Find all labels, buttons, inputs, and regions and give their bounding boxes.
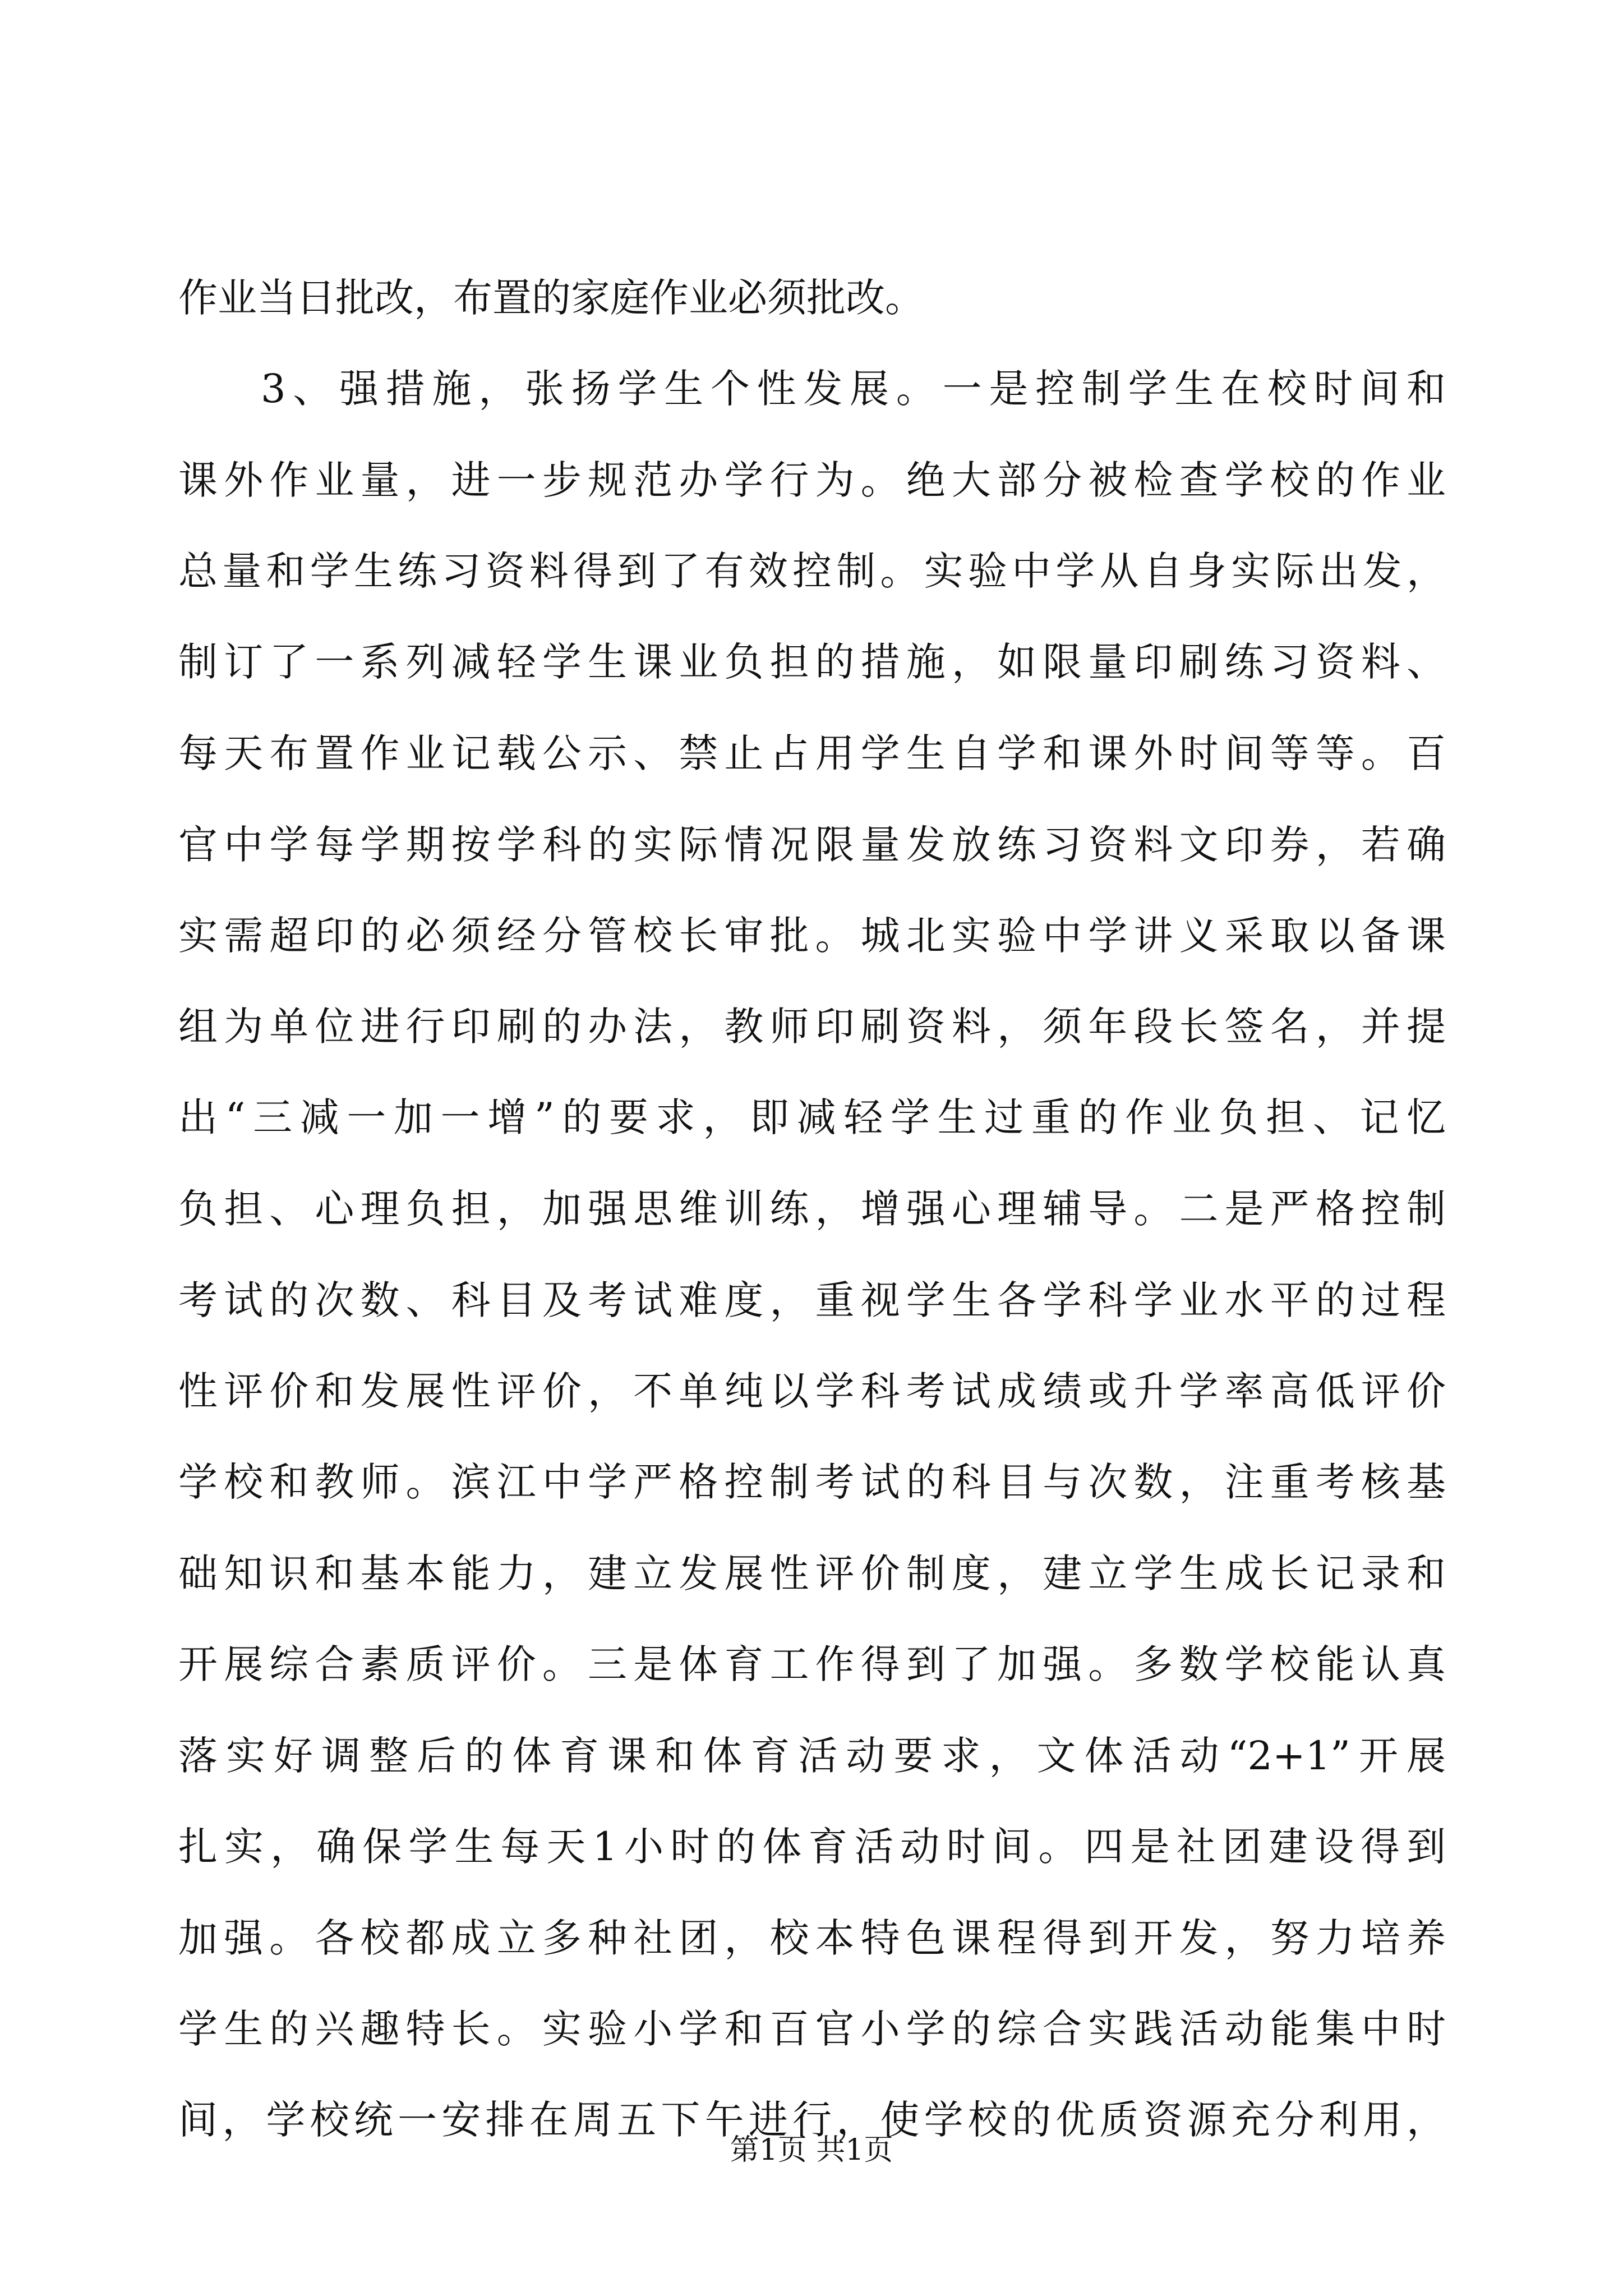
text-line-19: 加强。各校都成立多种社团，校本特色课程得到开发，努力培养 (178, 1915, 1446, 1961)
text-line-17: 落实好调整后的体育课和体育活动要求，文体活动“2+1”开展 (178, 1733, 1446, 1779)
text-line-18: 扎实，确保学生每天1小时的体育活动时间。四是社团建设得到 (178, 1824, 1446, 1870)
text-line-8: 实需超印的必须经分管校长审批。城北实验中学讲义采取以备课 (178, 913, 1446, 959)
text-line-9: 组为单位进行印刷的办法，教师印刷资料，须年段长签名，并提 (178, 1004, 1446, 1050)
text-line-20: 学生的兴趣特长。实验小学和百官小学的综合实践活动能集中时 (178, 2006, 1446, 2052)
text-line-15: 础知识和基本能力，建立发展性评价制度，建立学生成长记录和 (178, 1550, 1446, 1596)
text-line-7: 官中学每学期按学科的实际情况限量发放练习资料文印券，若确 (178, 822, 1446, 868)
page-footer: 第1页 共1页 (730, 2133, 893, 2167)
text-line-13: 性评价和发展性评价，不单纯以学科考试成绩或升学率高低评价 (178, 1368, 1446, 1414)
text-line-4: 总量和学生练习资料得到了有效控制。实验中学从自身实际出发， (178, 548, 1446, 594)
text-line-6: 每天布置作业记载公示、禁止占用学生自学和课外时间等等。百 (178, 730, 1446, 776)
text-line-14: 学校和教师。滨江中学严格控制考试的科目与次数，注重考核基 (178, 1459, 1446, 1505)
text-line-5: 制订了一系列减轻学生课业负担的措施，如限量印刷练习资料、 (178, 639, 1446, 685)
text-line-16: 开展综合素质评价。三是体育工作得到了加强。多数学校能认真 (178, 1641, 1446, 1687)
text-line-1: 作业当日批改，布置的家庭作业必须批改。 (178, 275, 924, 321)
text-line-21: 间，学校统一安排在周五下午进行，使学校的优质资源充分利用， (178, 2097, 1446, 2143)
text-line-3: 课外作业量，进一步规范办学行为。绝大部分被检查学校的作业 (178, 457, 1446, 503)
text-line-11: 负担、心理负担，加强思维训练，增强心理辅导。二是严格控制 (178, 1186, 1446, 1232)
text-line-2: 3、强措施，张扬学生个性发展。一是控制学生在校时间和 (261, 366, 1446, 412)
text-line-12: 考试的次数、科目及考试难度，重视学生各学科学业水平的过程 (178, 1277, 1446, 1323)
text-line-10: 出“三减一加一增”的要求，即减轻学生过重的作业负担、记忆 (178, 1094, 1446, 1140)
